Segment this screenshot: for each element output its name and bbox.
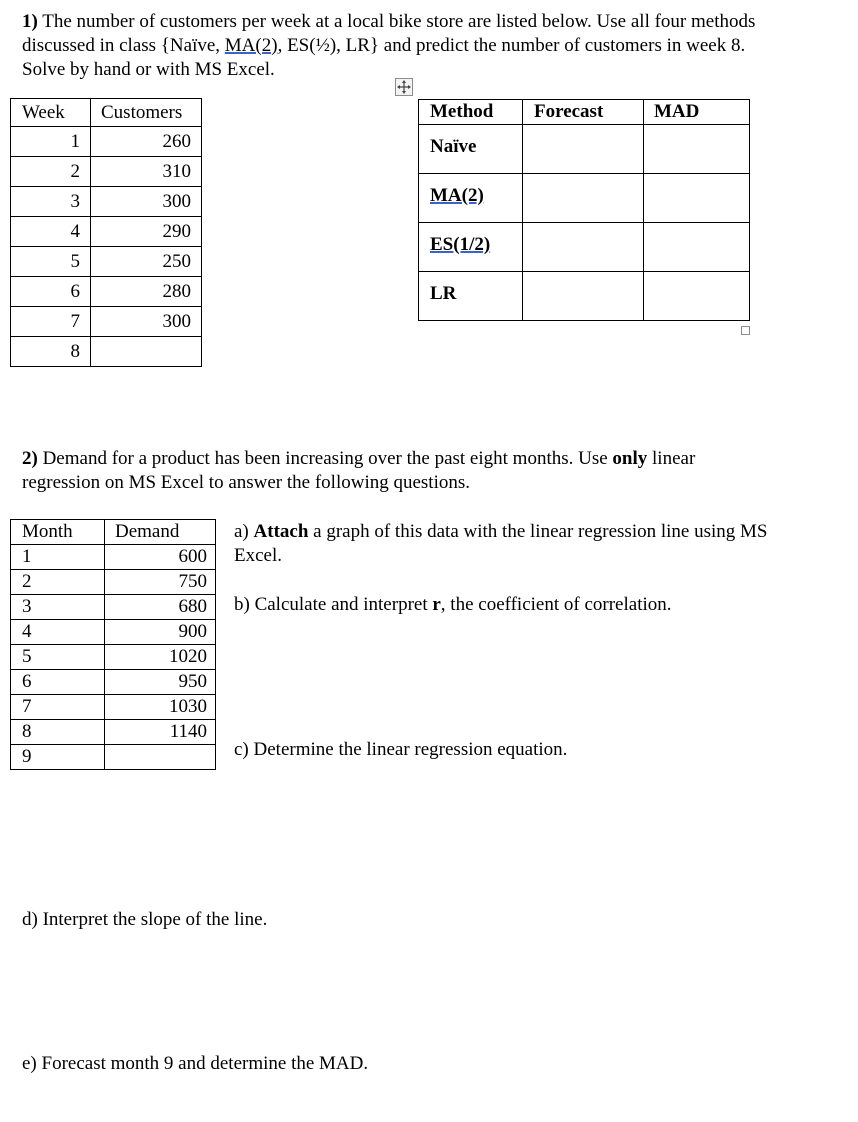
week-cell: 6 <box>11 277 91 307</box>
month-cell: 3 <box>11 595 105 620</box>
table-move-handle-icon[interactable] <box>395 78 413 96</box>
customers-cell: 290 <box>91 217 202 247</box>
move-arrows-icon <box>396 79 412 95</box>
forecast-cell[interactable] <box>523 174 644 223</box>
demand-cell: 950 <box>105 670 216 695</box>
table-row <box>11 570 216 595</box>
table-row <box>11 307 202 337</box>
customers-cell: 300 <box>91 187 202 217</box>
method-ma2-label: MA(2) <box>430 185 484 206</box>
q1-line3: Solve by hand or with MS Excel. <box>22 59 275 80</box>
table-row <box>11 187 202 217</box>
month-cell: 1 <box>11 545 105 570</box>
q1-number: 1) <box>22 11 38 32</box>
header-forecast: Forecast <box>523 100 644 125</box>
demand-cell: 750 <box>105 570 216 595</box>
customers-cell: 280 <box>91 277 202 307</box>
table-row <box>11 217 202 247</box>
table-row <box>11 745 216 770</box>
method-es-label: ES(1/2) <box>430 234 491 255</box>
method-lr: LR <box>419 272 523 321</box>
customers-cell-empty[interactable] <box>91 337 202 367</box>
table-row <box>11 337 202 367</box>
week-cell: 5 <box>11 247 91 277</box>
month-cell: 7 <box>11 695 105 720</box>
q1-line2-post: , ES(½), LR} and predict the number of customers in week 8. <box>277 35 746 56</box>
demand-cell: 1030 <box>105 695 216 720</box>
q2-line1-pre: Demand for a product has been increasing over the past eight months. Use <box>42 448 613 469</box>
table-header-row <box>419 100 750 125</box>
mad-cell[interactable] <box>644 272 750 321</box>
mad-cell[interactable] <box>644 125 750 174</box>
customers-cell: 310 <box>91 157 202 187</box>
month-cell: 4 <box>11 620 105 645</box>
header-mad: MAD <box>644 100 750 125</box>
part-b-text-end: , the coefficient of correlation. <box>440 594 672 615</box>
table-header-row <box>11 99 202 127</box>
table-row <box>11 157 202 187</box>
method-ma2 <box>419 174 523 223</box>
demand-cell: 680 <box>105 595 216 620</box>
part-b-bold: r <box>432 594 441 615</box>
q2-line2: regression on MS Excel to answer the following questions. <box>22 472 471 493</box>
demand-cell: 1140 <box>105 720 216 745</box>
table-resize-handle-icon[interactable] <box>741 326 750 335</box>
table-row <box>11 545 216 570</box>
week-cell: 2 <box>11 157 91 187</box>
table-row <box>11 670 216 695</box>
q2-part-d: d) Interpret the slope of the line. <box>22 909 268 930</box>
customers-cell: 260 <box>91 127 202 157</box>
header-month: Month <box>11 520 105 545</box>
week-cell: 3 <box>11 187 91 217</box>
month-cell: 8 <box>11 720 105 745</box>
demand-cell: 1020 <box>105 645 216 670</box>
table-row <box>419 223 750 272</box>
q2-part-a <box>234 520 844 568</box>
part-a-label: a) <box>234 521 254 542</box>
table-row <box>11 645 216 670</box>
table-row <box>11 127 202 157</box>
table-row <box>419 125 750 174</box>
header-method: Method <box>419 100 523 125</box>
table-row <box>419 174 750 223</box>
month-cell: 6 <box>11 670 105 695</box>
month-cell: 5 <box>11 645 105 670</box>
demand-cell: 900 <box>105 620 216 645</box>
q1-line2-pre: discussed in class {Naïve, <box>22 35 225 56</box>
method-es <box>419 223 523 272</box>
q1-line1: The number of customers per week at a local bike store are listed below. Use all four methods <box>42 11 756 32</box>
q2-line1-post: linear <box>647 448 696 469</box>
table-row <box>11 720 216 745</box>
mad-cell[interactable] <box>644 174 750 223</box>
customers-cell: 250 <box>91 247 202 277</box>
q2-part-c: c) Determine the linear regression equation. <box>234 739 568 760</box>
table-header-row <box>11 520 216 545</box>
table-row <box>11 695 216 720</box>
month-cell: 9 <box>11 745 105 770</box>
q2-part-b <box>234 593 672 617</box>
table-row <box>11 277 202 307</box>
part-b-text: b) Calculate and interpret <box>234 594 433 615</box>
q2-line1-bold: only <box>612 448 648 469</box>
forecast-cell[interactable] <box>523 223 644 272</box>
week-cell: 1 <box>11 127 91 157</box>
table-row <box>11 595 216 620</box>
method-naive: Naïve <box>419 125 523 174</box>
forecast-cell[interactable] <box>523 125 644 174</box>
month-demand-table <box>10 519 216 770</box>
table-row <box>419 272 750 321</box>
table-row <box>11 620 216 645</box>
q2-number: 2) <box>22 448 38 469</box>
demand-cell-empty[interactable] <box>105 745 216 770</box>
month-cell: 2 <box>11 570 105 595</box>
week-cell: 7 <box>11 307 91 337</box>
q2-prompt <box>22 447 852 495</box>
q1-prompt <box>22 10 852 82</box>
header-week: Week <box>11 99 91 127</box>
part-a-text: a graph of this data with the linear regression line using MS <box>308 521 768 542</box>
header-demand: Demand <box>105 520 216 545</box>
method-forecast-table <box>418 99 750 321</box>
part-a-line2: Excel. <box>234 545 283 566</box>
header-customers: Customers <box>91 99 202 127</box>
week-cell: 8 <box>11 337 91 367</box>
forecast-cell[interactable] <box>523 272 644 321</box>
table-row <box>11 247 202 277</box>
week-cell: 4 <box>11 217 91 247</box>
part-a-bold: Attach <box>253 521 309 542</box>
q1-line2-ma: MA(2) <box>224 35 278 56</box>
mad-cell[interactable] <box>644 223 750 272</box>
q2-part-e: e) Forecast month 9 and determine the MAD. <box>22 1053 369 1074</box>
demand-cell: 600 <box>105 545 216 570</box>
week-customers-table <box>10 98 202 367</box>
customers-cell: 300 <box>91 307 202 337</box>
